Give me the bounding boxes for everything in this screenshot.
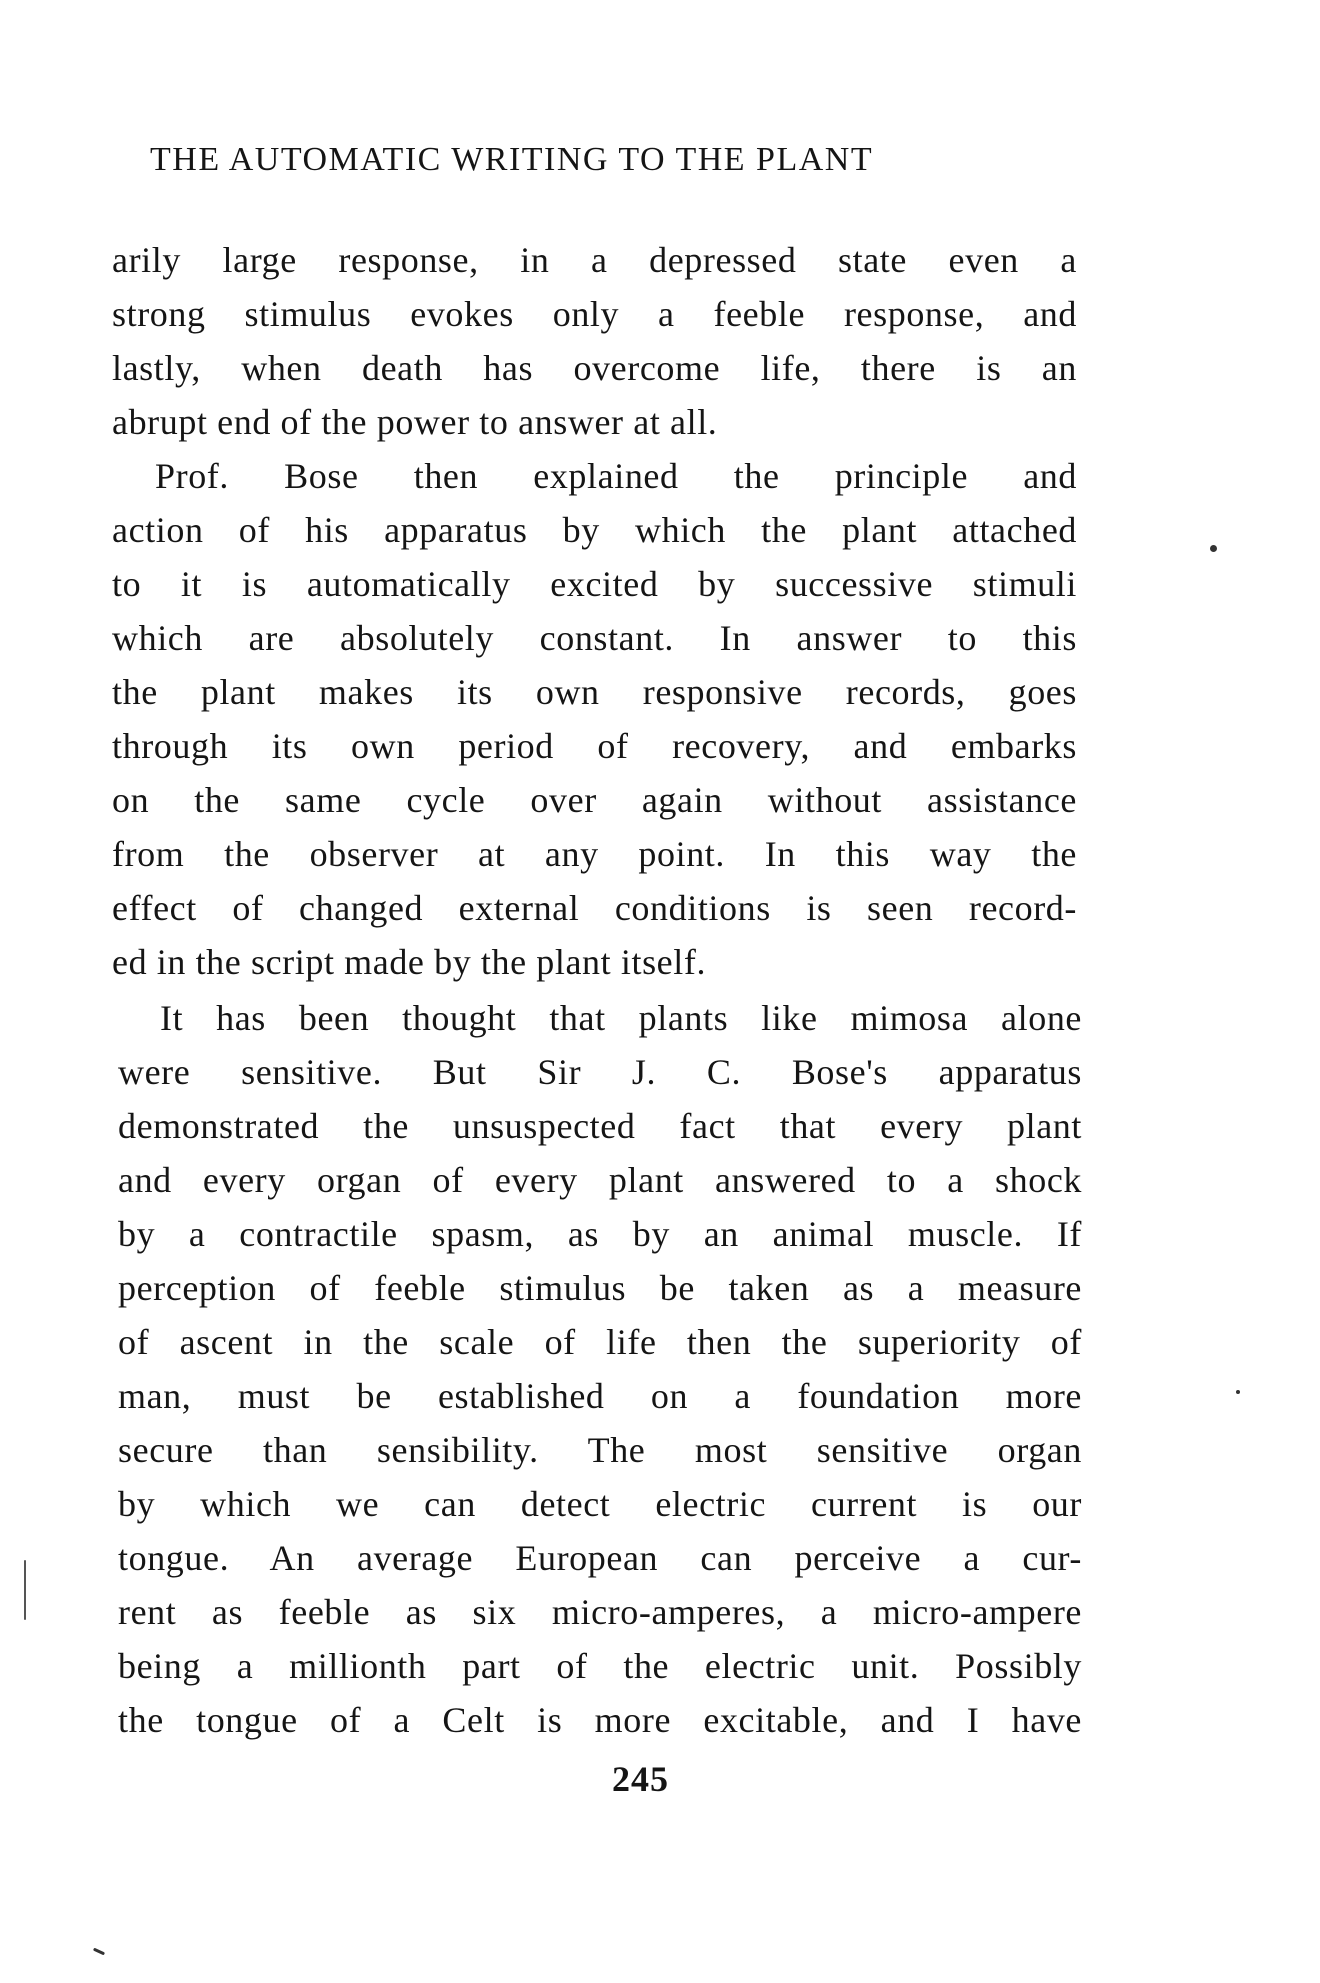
text-line-5: Prof. Bose then explained the principle and [155,456,1077,496]
text-line-25: tongue. An average European can perceive a cur- [118,1538,1082,1578]
scan-speck [1210,545,1217,552]
text-line-4: abrupt end of the power to answer at all. [112,402,718,442]
text-line-6: action of his apparatus by which the plant attached [112,510,1077,550]
text-line-23: secure than sensibility. The most sensitive organ [118,1430,1082,1470]
scan-speck [93,1948,105,1956]
text-line-22: man, must be established on a foundation more [118,1376,1082,1416]
text-line-9: the plant makes its own responsive records, goes [112,672,1077,712]
text-line-28: the tongue of a Celt is more excitable, and I have [118,1700,1082,1740]
text-line-1: arily large response, in a depressed state even a [112,240,1077,280]
text-line-17: demonstrated the unsuspected fact that every plant [118,1106,1082,1146]
text-line-8: which are absolutely constant. In answer to this [112,618,1077,658]
text-line-13: effect of changed external conditions is seen record- [112,888,1077,928]
text-line-19: by a contractile spasm, as by an animal muscle. If [118,1214,1082,1254]
text-line-18: and every organ of every plant answered to a shock [118,1160,1082,1200]
text-line-7: to it is automatically excited by successive stimuli [112,564,1077,604]
text-line-10: through its own period of recovery, and embarks [112,726,1077,766]
text-line-3: lastly, when death has overcome life, there is an [112,348,1077,388]
text-line-24: by which we can detect electric current is our [118,1484,1082,1524]
text-line-20: perception of feeble stimulus be taken as a measure [118,1268,1082,1308]
text-line-27: being a millionth part of the electric unit. Possibly [118,1646,1082,1686]
text-line-11: on the same cycle over again without assistance [112,780,1077,820]
text-line-21: of ascent in the scale of life then the superiority of [118,1322,1082,1362]
text-line-16: were sensitive. But Sir J. C. Bose's apparatus [118,1052,1082,1092]
text-line-15: It has been thought that plants like mimosa alone [160,998,1082,1038]
text-line-2: strong stimulus evokes only a feeble response, and [112,294,1077,334]
page-number: 245 [612,1759,669,1799]
running-header: THE AUTOMATIC WRITING TO THE PLANT [150,141,874,178]
text-line-26: rent as feeble as six micro-amperes, a micro-ampere [118,1592,1082,1632]
scan-speck [1236,1390,1240,1394]
scan-speck [24,1560,26,1620]
text-line-14: ed in the script made by the plant itself. [112,942,707,982]
text-line-12: from the observer at any point. In this way the [112,834,1077,874]
